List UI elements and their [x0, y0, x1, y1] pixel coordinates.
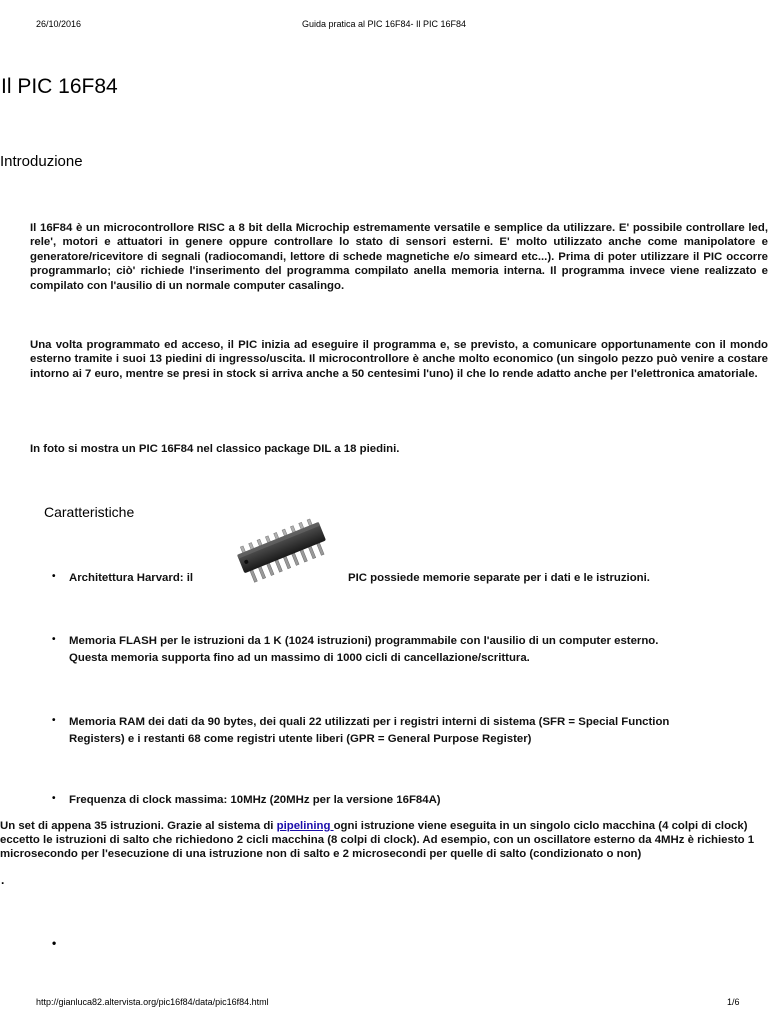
feature-item-1-left: Architettura Harvard: il [69, 572, 194, 584]
feature-item-3-line-1: Memoria RAM dei dati da 90 bytes, dei quali 22 utilizzati per i registri interni di sistema (SFR = Special Function [69, 716, 670, 728]
stray-dot: . [1, 873, 5, 887]
intro-heading: Introduzione [0, 153, 83, 170]
features-heading: Caratteristiche [44, 504, 135, 520]
intro-paragraph-1: Il 16F84 è un microcontrollore RISC a 8 bit della Microchip estremamente versatile e semplice da utilizzare. E' possibile controllare led, rele', motori e attuatori in genere oppure controllare lo stato di sensori esterni. E' molto utilizzato anche come manipolatore e generatore/ricevitore di segnali (radiocomandi, lettore di schede magnetiche e/o simeard etc...). Prima di poter utilizzare il PIC occorre programmarlo; ciò' richiede l'inserimento del programma compilato anella memoria interna. Il programma invece viene realizzato e compilato con l'ausilio di un normale computer casalingo. [30, 222, 768, 292]
intro-paragraph-3: In foto si mostra un PIC 16F84 nel classico package DIL a 18 piedini. [30, 443, 400, 455]
print-url: http://gianluca82.altervista.org/pic16f84/data/pic16f84.html [36, 997, 269, 1007]
feature-item-4: Frequenza di clock massima: 10MHz (20MHz per la versione 16F84A) [69, 794, 441, 806]
feature-item-3-line-2: Registers) e i restanti 68 come registri utente liberi (GPR = General Purpose Register) [69, 732, 532, 745]
feature-item-2-line-2: Questa memoria supporta fino ad un massimo di 1000 cicli di cancellazione/scrittura. [69, 651, 530, 664]
feature-item-1-right: PIC possiede memorie separate per i dati e le istruzioni. [348, 572, 650, 584]
instructions-text-after-link: ogni istruzione viene eseguita in un singolo ciclo macchina (4 colpi di clock) eccetto le istruzioni di salto che richiedono 2 cicli macchina (8 colpi di clock). Ad esempio, con un oscillatore esterno da 4MHz è richiesto 1 microsecondo per l'esecuzione di una istruzione non di salto e 2 microsecondi per quelle di salto (condizionato o non) [0, 820, 755, 861]
stray-bullet: • [52, 936, 57, 950]
feature-bullet-4: • [52, 793, 56, 804]
feature-item-3 [69, 714, 768, 747]
feature-item-2 [69, 633, 768, 666]
feature-bullet-3: • [52, 715, 56, 726]
feature-bullet-1: • [52, 571, 56, 582]
intro-paragraph-2: Una volta programmato ed acceso, il PIC inizia ad eseguire il programma e, se previsto, a comunicare opportunamente con il mondo esterno tramite i suoi 13 piedini di ingresso/uscita. Il microcontrollore è anche molto economico (un singolo pezzo può venire a costare intorno ai 7 euro, mentre se presi in stock si arriva anche a 50 centesimi l'uno) il che lo rende adatto anche per l'elettronica amatoriale. [30, 339, 768, 380]
page-title: Il PIC 16F84 [1, 75, 118, 98]
print-page-title: Guida pratica al PIC 16F84- Il PIC 16F84 [301, 19, 467, 29]
pipelining-link[interactable]: pipelining [276, 820, 334, 832]
instructions-paragraph [0, 819, 760, 862]
print-date: 26/10/2016 [36, 19, 82, 29]
feature-item-2-line-1: Memoria FLASH per le istruzioni da 1 K (1024 istruzioni) programmabile con l'ausilio di un computer esterno. [69, 635, 659, 647]
instructions-text-before-link: Un set di appena 35 istruzioni. Grazie al sistema di [0, 820, 277, 832]
print-page-number: 1/6 [727, 997, 740, 1007]
feature-bullet-2: • [52, 634, 56, 645]
